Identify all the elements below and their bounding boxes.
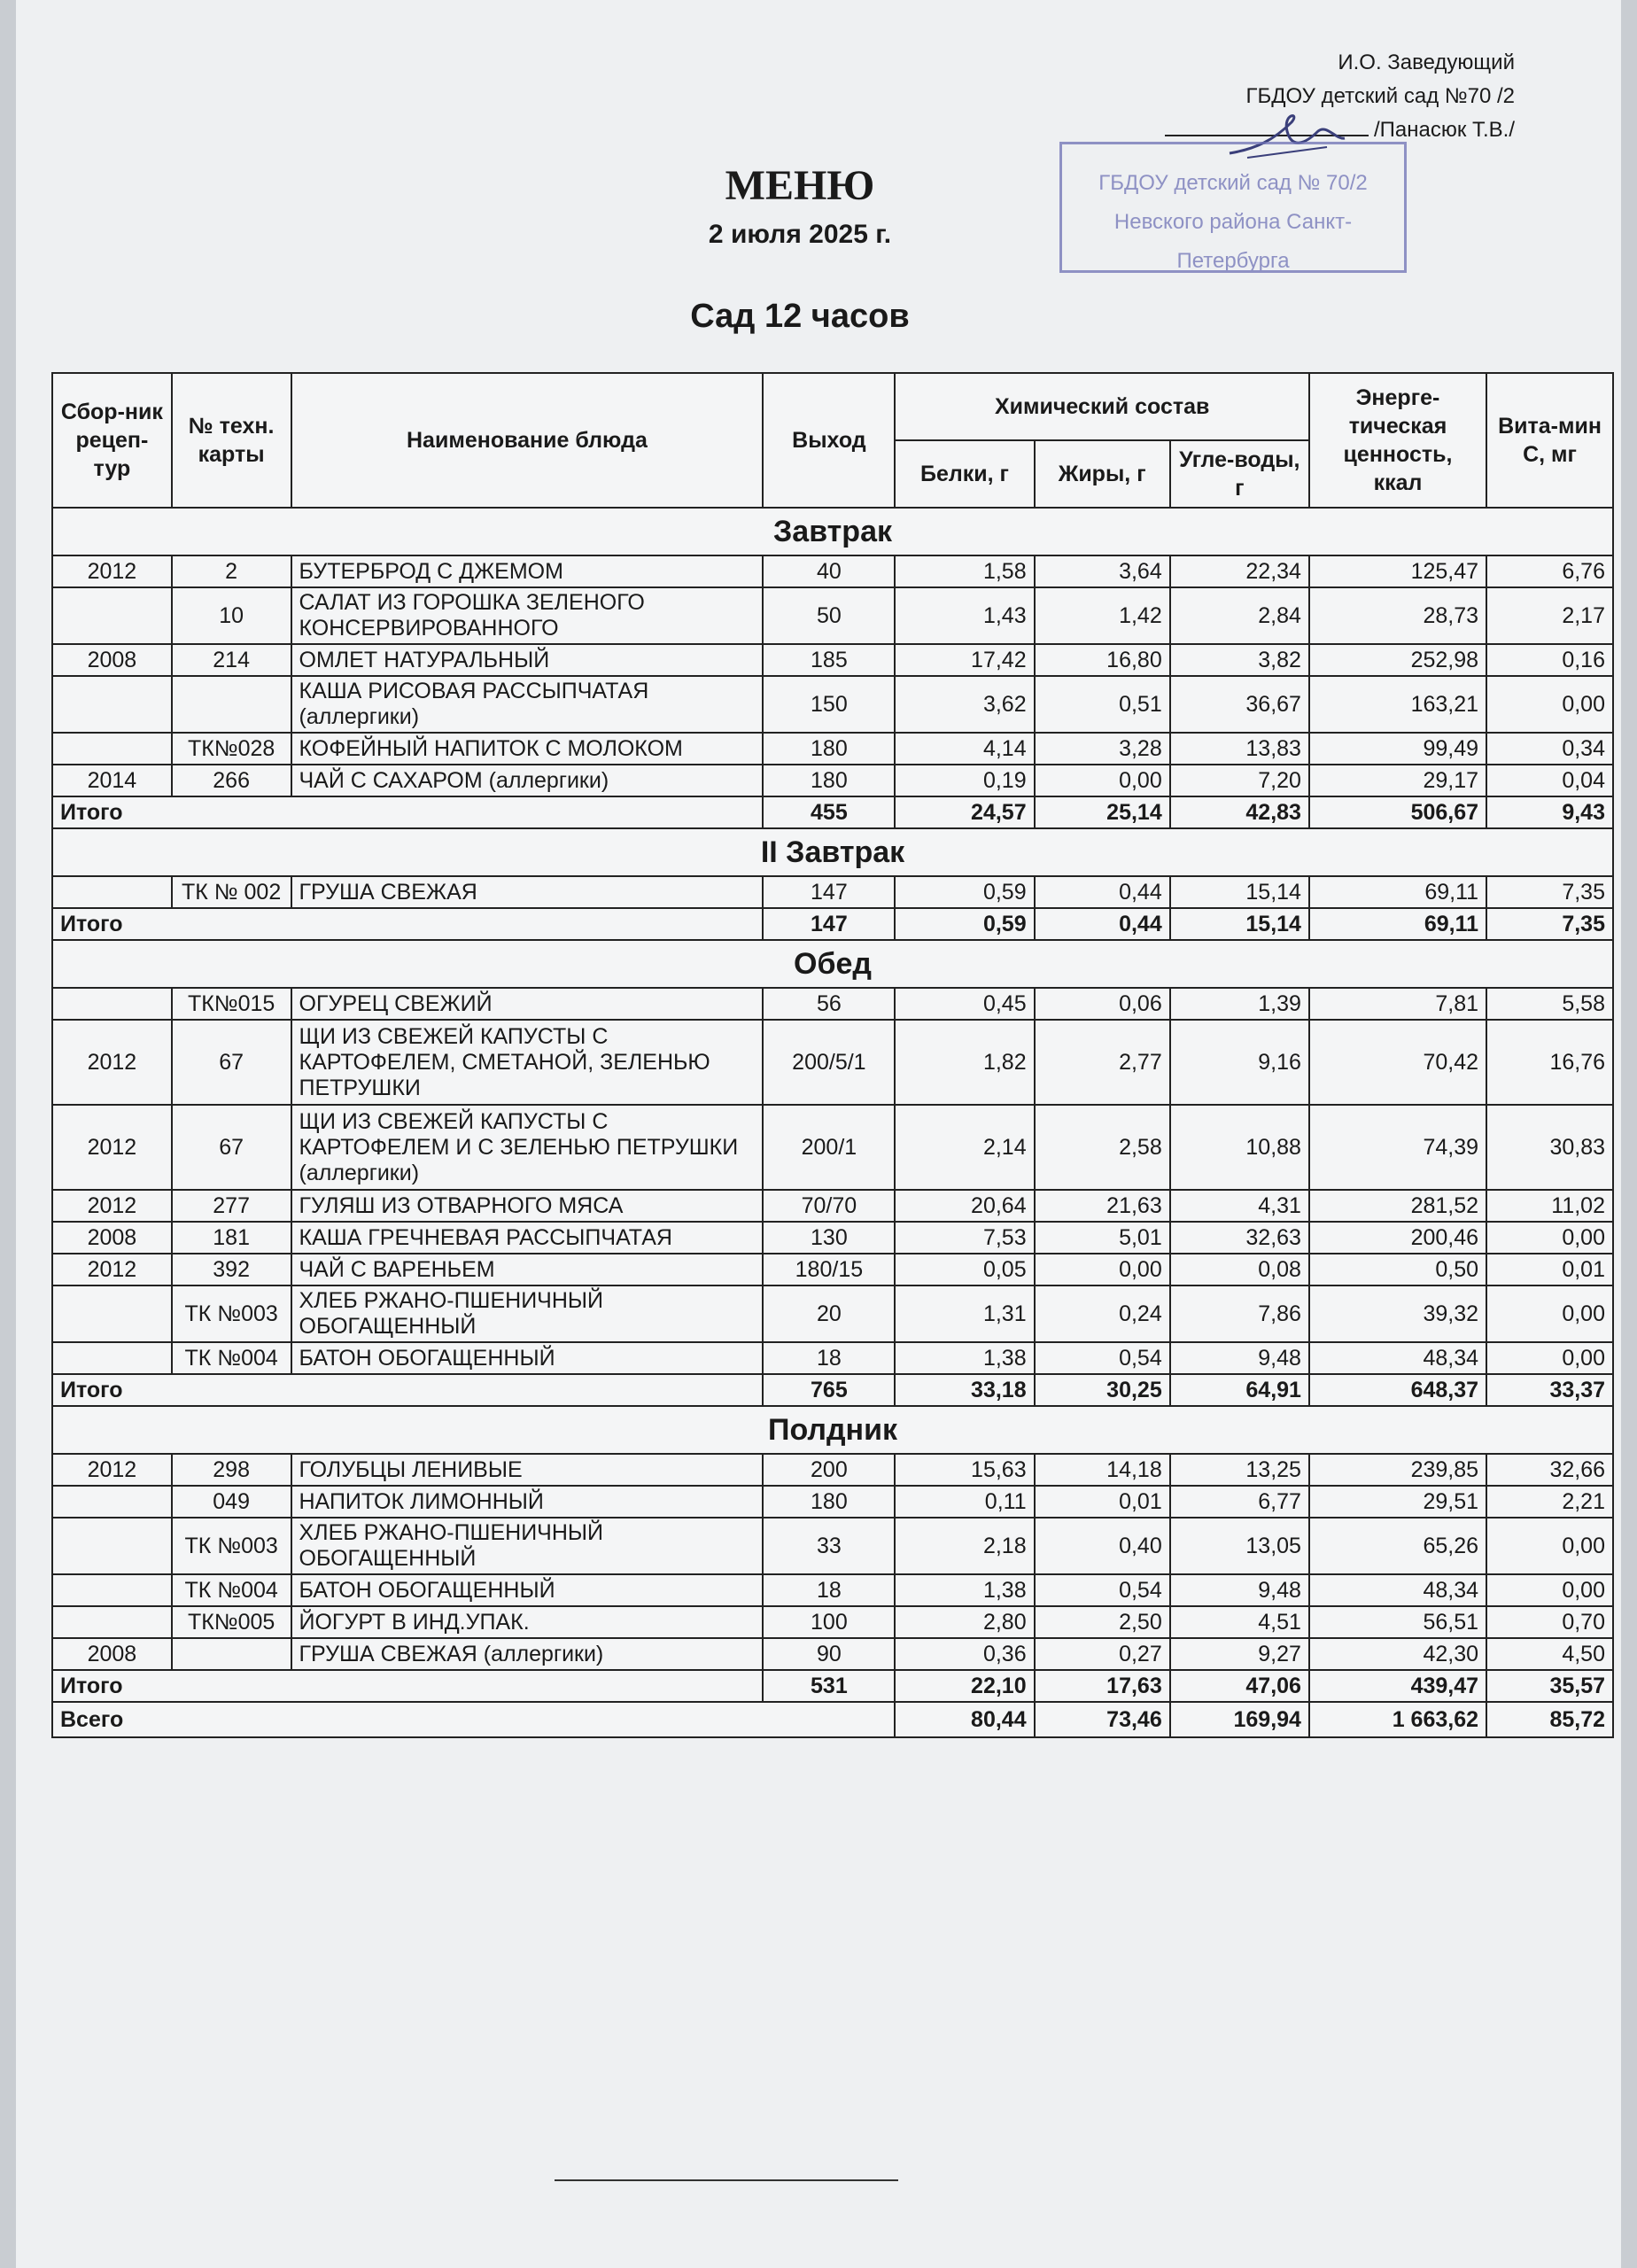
recipe-collection-cell bbox=[52, 1574, 172, 1606]
protein-cell: 0,45 bbox=[895, 988, 1034, 1020]
grand-total-vitamin: 85,72 bbox=[1486, 1702, 1613, 1737]
energy-cell: 56,51 bbox=[1309, 1606, 1486, 1638]
dish-name-cell: САЛАТ ИЗ ГОРОШКА ЗЕЛЕНОГО КОНСЕРВИРОВАННОГО bbox=[291, 587, 764, 644]
carbs-cell: 10,88 bbox=[1170, 1105, 1309, 1190]
section-header-row bbox=[52, 508, 1613, 555]
tech-card-cell: 67 bbox=[172, 1020, 291, 1105]
tech-card-cell: 049 bbox=[172, 1486, 291, 1518]
tech-card-cell: 67 bbox=[172, 1105, 291, 1190]
dish-name-cell: НАПИТОК ЛИМОННЫЙ bbox=[291, 1486, 764, 1518]
energy-cell: 163,21 bbox=[1309, 676, 1486, 733]
energy-cell: 281,52 bbox=[1309, 1190, 1486, 1222]
carbs-cell: 13,83 bbox=[1170, 733, 1309, 765]
recipe-collection-cell: 2014 bbox=[52, 765, 172, 796]
recipe-collection-cell bbox=[52, 676, 172, 733]
recipe-collection-cell: 2012 bbox=[52, 1190, 172, 1222]
section-title: Завтрак bbox=[52, 508, 1613, 555]
fat-cell: 2,77 bbox=[1035, 1020, 1170, 1105]
section-title: Обед bbox=[52, 940, 1613, 988]
dish-name-cell: КОФЕЙНЫЙ НАПИТОК С МОЛОКОМ bbox=[291, 733, 764, 765]
energy-cell: 7,81 bbox=[1309, 988, 1486, 1020]
tech-card-cell: 181 bbox=[172, 1222, 291, 1254]
tech-card-cell: 298 bbox=[172, 1454, 291, 1486]
header-carbs: Угле-воды, г bbox=[1170, 440, 1309, 508]
protein-cell: 7,53 bbox=[895, 1222, 1034, 1254]
fat-cell: 0,54 bbox=[1035, 1574, 1170, 1606]
protein-cell: 20,64 bbox=[895, 1190, 1034, 1222]
header-vitamin: Вита-мин С, мг bbox=[1486, 373, 1613, 508]
dish-name-cell: ОМЛЕТ НАТУРАЛЬНЫЙ bbox=[291, 644, 764, 676]
tech-card-cell: 392 bbox=[172, 1254, 291, 1285]
yield-cell: 147 bbox=[763, 876, 895, 908]
energy-cell: 99,49 bbox=[1309, 733, 1486, 765]
subtotal-yield: 765 bbox=[763, 1374, 895, 1406]
vitamin-cell: 30,83 bbox=[1486, 1105, 1613, 1190]
yield-cell: 185 bbox=[763, 644, 895, 676]
table-row bbox=[52, 1222, 1613, 1254]
carbs-cell: 4,51 bbox=[1170, 1606, 1309, 1638]
carbs-cell: 9,48 bbox=[1170, 1342, 1309, 1374]
dish-name-cell: ХЛЕБ РЖАНО-ПШЕНИЧНЫЙ ОБОГАЩЕННЫЙ bbox=[291, 1285, 764, 1342]
recipe-collection-cell: 2012 bbox=[52, 555, 172, 587]
energy-cell: 69,11 bbox=[1309, 876, 1486, 908]
energy-cell: 48,34 bbox=[1309, 1342, 1486, 1374]
fat-cell: 0,00 bbox=[1035, 765, 1170, 796]
protein-cell: 17,42 bbox=[895, 644, 1034, 676]
dish-name-cell: ОГУРЕЦ СВЕЖИЙ bbox=[291, 988, 764, 1020]
yield-cell: 18 bbox=[763, 1342, 895, 1374]
subtotal-vitamin: 33,37 bbox=[1486, 1374, 1613, 1406]
grand-total-energy: 1 663,62 bbox=[1309, 1702, 1486, 1737]
protein-cell: 1,82 bbox=[895, 1020, 1034, 1105]
menu-date: 2 июля 2025 г. bbox=[708, 220, 892, 249]
subtotal-row bbox=[52, 1374, 1613, 1406]
vitamin-cell: 11,02 bbox=[1486, 1190, 1613, 1222]
fat-cell: 0,00 bbox=[1035, 1254, 1170, 1285]
recipe-collection-cell: 2008 bbox=[52, 1638, 172, 1670]
dish-name-cell: ГУЛЯШ ИЗ ОТВАРНОГО МЯСА bbox=[291, 1190, 764, 1222]
dish-name-cell: КАША ГРЕЧНЕВАЯ РАССЫПЧАТАЯ bbox=[291, 1222, 764, 1254]
vitamin-cell: 0,00 bbox=[1486, 1574, 1613, 1606]
dish-name-cell: БАТОН ОБОГАЩЕННЫЙ bbox=[291, 1574, 764, 1606]
vitamin-cell: 0,04 bbox=[1486, 765, 1613, 796]
protein-cell: 1,58 bbox=[895, 555, 1034, 587]
protein-cell: 0,11 bbox=[895, 1486, 1034, 1518]
table-row bbox=[52, 733, 1613, 765]
yield-cell: 130 bbox=[763, 1222, 895, 1254]
yield-cell: 200/5/1 bbox=[763, 1020, 895, 1105]
fat-cell: 3,28 bbox=[1035, 733, 1170, 765]
menu-table bbox=[51, 372, 1614, 1738]
table-row bbox=[52, 1285, 1613, 1342]
subtotal-energy: 506,67 bbox=[1309, 796, 1486, 828]
table-row bbox=[52, 676, 1613, 733]
recipe-collection-cell bbox=[52, 988, 172, 1020]
yield-cell: 180/15 bbox=[763, 1254, 895, 1285]
recipe-collection-cell bbox=[52, 876, 172, 908]
table-row bbox=[52, 1486, 1613, 1518]
tech-card-cell: ТК №004 bbox=[172, 1342, 291, 1374]
header-fat: Жиры, г bbox=[1035, 440, 1170, 508]
protein-cell: 15,63 bbox=[895, 1454, 1034, 1486]
energy-cell: 239,85 bbox=[1309, 1454, 1486, 1486]
table-row bbox=[52, 1606, 1613, 1638]
section-header-row bbox=[52, 828, 1613, 876]
table-row bbox=[52, 1020, 1613, 1105]
subtotal-protein: 0,59 bbox=[895, 908, 1034, 940]
vitamin-cell: 4,50 bbox=[1486, 1638, 1613, 1670]
fat-cell: 0,24 bbox=[1035, 1285, 1170, 1342]
yield-cell: 150 bbox=[763, 676, 895, 733]
energy-cell: 74,39 bbox=[1309, 1105, 1486, 1190]
tech-card-cell bbox=[172, 1638, 291, 1670]
dish-name-cell: ГРУША СВЕЖАЯ (аллергики) bbox=[291, 1638, 764, 1670]
fat-cell: 2,58 bbox=[1035, 1105, 1170, 1190]
recipe-collection-cell bbox=[52, 1486, 172, 1518]
subtotal-protein: 22,10 bbox=[895, 1670, 1034, 1702]
carbs-cell: 1,39 bbox=[1170, 988, 1309, 1020]
protein-cell: 1,38 bbox=[895, 1574, 1034, 1606]
carbs-cell: 6,77 bbox=[1170, 1486, 1309, 1518]
table-row bbox=[52, 1190, 1613, 1222]
subtotal-yield: 531 bbox=[763, 1670, 895, 1702]
vitamin-cell: 7,35 bbox=[1486, 876, 1613, 908]
vitamin-cell: 6,76 bbox=[1486, 555, 1613, 587]
header-collection: Сбор-ник рецеп-тур bbox=[52, 373, 172, 508]
carbs-cell: 22,34 bbox=[1170, 555, 1309, 587]
dish-name-cell: ЧАЙ С ВАРЕНЬЕМ bbox=[291, 1254, 764, 1285]
carbs-cell: 9,27 bbox=[1170, 1638, 1309, 1670]
subtotal-fat: 25,14 bbox=[1035, 796, 1170, 828]
tech-card-cell: ТК№028 bbox=[172, 733, 291, 765]
header-yield: Выход bbox=[763, 373, 895, 508]
header-protein: Белки, г bbox=[895, 440, 1034, 508]
yield-cell: 33 bbox=[763, 1518, 895, 1574]
fat-cell: 0,06 bbox=[1035, 988, 1170, 1020]
recipe-collection-cell: 2012 bbox=[52, 1454, 172, 1486]
recipe-collection-cell: 2012 bbox=[52, 1105, 172, 1190]
vitamin-cell: 0,00 bbox=[1486, 1342, 1613, 1374]
document-page bbox=[16, 0, 1621, 2268]
carbs-cell: 9,16 bbox=[1170, 1020, 1309, 1105]
vitamin-cell: 0,00 bbox=[1486, 1518, 1613, 1574]
subtotal-energy: 69,11 bbox=[1309, 908, 1486, 940]
table-row bbox=[52, 876, 1613, 908]
subtotal-label: Итого bbox=[52, 908, 763, 940]
vitamin-cell: 0,01 bbox=[1486, 1254, 1613, 1285]
protein-cell: 2,18 bbox=[895, 1518, 1034, 1574]
table-row bbox=[52, 555, 1613, 587]
tech-card-cell: ТК №004 bbox=[172, 1574, 291, 1606]
carbs-cell: 36,67 bbox=[1170, 676, 1309, 733]
table-row bbox=[52, 1574, 1613, 1606]
recipe-collection-cell bbox=[52, 1606, 172, 1638]
dish-name-cell: ЙОГУРТ В ИНД.УПАК. bbox=[291, 1606, 764, 1638]
section-title: Полдник bbox=[52, 1406, 1613, 1454]
tech-card-cell: ТК№015 bbox=[172, 988, 291, 1020]
subtotal-yield: 455 bbox=[763, 796, 895, 828]
recipe-collection-cell bbox=[52, 1342, 172, 1374]
section-header-row bbox=[52, 940, 1613, 988]
energy-cell: 42,30 bbox=[1309, 1638, 1486, 1670]
recipe-collection-cell: 2012 bbox=[52, 1254, 172, 1285]
vitamin-cell: 0,00 bbox=[1486, 1285, 1613, 1342]
table-row bbox=[52, 1254, 1613, 1285]
fat-cell: 16,80 bbox=[1035, 644, 1170, 676]
table-row bbox=[52, 1105, 1613, 1190]
carbs-cell: 7,86 bbox=[1170, 1285, 1309, 1342]
carbs-cell: 3,82 bbox=[1170, 644, 1309, 676]
yield-cell: 200/1 bbox=[763, 1105, 895, 1190]
subtotal-energy: 648,37 bbox=[1309, 1374, 1486, 1406]
tech-card-cell bbox=[172, 676, 291, 733]
yield-cell: 180 bbox=[763, 1486, 895, 1518]
subtotal-vitamin: 7,35 bbox=[1486, 908, 1613, 940]
vitamin-cell: 32,66 bbox=[1486, 1454, 1613, 1486]
vitamin-cell: 5,58 bbox=[1486, 988, 1613, 1020]
header-chem: Химический состав bbox=[895, 373, 1309, 440]
vitamin-cell: 0,70 bbox=[1486, 1606, 1613, 1638]
tech-card-cell: ТК № 002 bbox=[172, 876, 291, 908]
protein-cell: 0,05 bbox=[895, 1254, 1034, 1285]
tech-card-cell: 214 bbox=[172, 644, 291, 676]
carbs-cell: 13,05 bbox=[1170, 1518, 1309, 1574]
yield-cell: 40 bbox=[763, 555, 895, 587]
yield-cell: 56 bbox=[763, 988, 895, 1020]
grand-total-protein: 80,44 bbox=[895, 1702, 1034, 1737]
energy-cell: 200,46 bbox=[1309, 1222, 1486, 1254]
table-row bbox=[52, 1342, 1613, 1374]
stamp-line-2: Невского района Санкт-Петербурга bbox=[1113, 210, 1353, 273]
subtotal-yield: 147 bbox=[763, 908, 895, 940]
yield-cell: 180 bbox=[763, 765, 895, 796]
energy-cell: 65,26 bbox=[1309, 1518, 1486, 1574]
dish-name-cell: БАТОН ОБОГАЩЕННЫЙ bbox=[291, 1342, 764, 1374]
subtotal-protein: 33,18 bbox=[895, 1374, 1034, 1406]
fat-cell: 14,18 bbox=[1035, 1454, 1170, 1486]
table-row bbox=[52, 587, 1613, 644]
subtotal-label: Итого bbox=[52, 796, 763, 828]
subtotal-vitamin: 35,57 bbox=[1486, 1670, 1613, 1702]
header-energy: Энерге-тическая ценность, ккал bbox=[1309, 373, 1486, 508]
fat-cell: 0,40 bbox=[1035, 1518, 1170, 1574]
protein-cell: 1,43 bbox=[895, 587, 1034, 644]
carbs-cell: 9,48 bbox=[1170, 1574, 1309, 1606]
dish-name-cell: ЩИ ИЗ СВЕЖЕЙ КАПУСТЫ С КАРТОФЕЛЕМ И С ЗЕЛЕНЬЮ ПЕТРУШКИ (аллергики) bbox=[291, 1105, 764, 1190]
carbs-cell: 13,25 bbox=[1170, 1454, 1309, 1486]
recipe-collection-cell bbox=[52, 1285, 172, 1342]
dish-name-cell: ЧАЙ С САХАРОМ (аллергики) bbox=[291, 765, 764, 796]
energy-cell: 28,73 bbox=[1309, 587, 1486, 644]
subtotal-carbs: 42,83 bbox=[1170, 796, 1309, 828]
tech-card-cell: 266 bbox=[172, 765, 291, 796]
energy-cell: 29,17 bbox=[1309, 765, 1486, 796]
dish-name-cell: ГОЛУБЦЫ ЛЕНИВЫЕ bbox=[291, 1454, 764, 1486]
energy-cell: 0,50 bbox=[1309, 1254, 1486, 1285]
table-row bbox=[52, 1638, 1613, 1670]
vitamin-cell: 0,34 bbox=[1486, 733, 1613, 765]
fat-cell: 5,01 bbox=[1035, 1222, 1170, 1254]
protein-cell: 0,59 bbox=[895, 876, 1034, 908]
vitamin-cell: 0,00 bbox=[1486, 676, 1613, 733]
subtotal-row bbox=[52, 1670, 1613, 1702]
grand-total-fat: 73,46 bbox=[1035, 1702, 1170, 1737]
energy-cell: 125,47 bbox=[1309, 555, 1486, 587]
table-row bbox=[52, 765, 1613, 796]
yield-cell: 18 bbox=[763, 1574, 895, 1606]
yield-cell: 100 bbox=[763, 1606, 895, 1638]
recipe-collection-cell bbox=[52, 733, 172, 765]
grand-total-label: Всего bbox=[52, 1702, 895, 1737]
protein-cell: 1,31 bbox=[895, 1285, 1034, 1342]
subtotal-protein: 24,57 bbox=[895, 796, 1034, 828]
energy-cell: 29,51 bbox=[1309, 1486, 1486, 1518]
carbs-cell: 15,14 bbox=[1170, 876, 1309, 908]
stamp-line-1: ГБДОУ детский сад № 70/2 bbox=[1098, 171, 1368, 195]
dish-name-cell: ГРУША СВЕЖАЯ bbox=[291, 876, 764, 908]
subtotal-energy: 439,47 bbox=[1309, 1670, 1486, 1702]
fat-cell: 2,50 bbox=[1035, 1606, 1170, 1638]
approval-organization: ГБДОУ детский сад №70 /2 bbox=[1245, 84, 1515, 108]
energy-cell: 39,32 bbox=[1309, 1285, 1486, 1342]
tech-card-cell: ТК №003 bbox=[172, 1285, 291, 1342]
table-row bbox=[52, 644, 1613, 676]
subtotal-fat: 30,25 bbox=[1035, 1374, 1170, 1406]
page-title: МЕНЮ bbox=[725, 162, 875, 209]
tech-card-cell: 10 bbox=[172, 587, 291, 644]
yield-cell: 20 bbox=[763, 1285, 895, 1342]
protein-cell: 2,14 bbox=[895, 1105, 1034, 1190]
protein-cell: 2,80 bbox=[895, 1606, 1034, 1638]
subtotal-row bbox=[52, 796, 1613, 828]
grand-total-carbs: 169,94 bbox=[1170, 1702, 1309, 1737]
subtotal-carbs: 15,14 bbox=[1170, 908, 1309, 940]
carbs-cell: 2,84 bbox=[1170, 587, 1309, 644]
vitamin-cell: 16,76 bbox=[1486, 1020, 1613, 1105]
tech-card-cell: 277 bbox=[172, 1190, 291, 1222]
protein-cell: 1,38 bbox=[895, 1342, 1034, 1374]
carbs-cell: 0,08 bbox=[1170, 1254, 1309, 1285]
fat-cell: 21,63 bbox=[1035, 1190, 1170, 1222]
table-row bbox=[52, 1454, 1613, 1486]
subtotal-carbs: 47,06 bbox=[1170, 1670, 1309, 1702]
header-tech-card: № техн. карты bbox=[172, 373, 291, 508]
approval-name: /Панасюк Т.В./ bbox=[1373, 118, 1515, 142]
subtotal-vitamin: 9,43 bbox=[1486, 796, 1613, 828]
fat-cell: 3,64 bbox=[1035, 555, 1170, 587]
fat-cell: 1,42 bbox=[1035, 587, 1170, 644]
carbs-cell: 4,31 bbox=[1170, 1190, 1309, 1222]
protein-cell: 0,19 bbox=[895, 765, 1034, 796]
vitamin-cell: 2,17 bbox=[1486, 587, 1613, 644]
approval-position: И.О. Заведующий bbox=[1338, 50, 1515, 74]
energy-cell: 48,34 bbox=[1309, 1574, 1486, 1606]
yield-cell: 180 bbox=[763, 733, 895, 765]
recipe-collection-cell: 2012 bbox=[52, 1020, 172, 1105]
dish-name-cell: ЩИ ИЗ СВЕЖЕЙ КАПУСТЫ С КАРТОФЕЛЕМ, СМЕТАНОЙ, ЗЕЛЕНЬЮ ПЕТРУШКИ bbox=[291, 1020, 764, 1105]
section-title: II Завтрак bbox=[52, 828, 1613, 876]
tech-card-cell: ТК №003 bbox=[172, 1518, 291, 1574]
subtotal-label: Итого bbox=[52, 1374, 763, 1406]
menu-body bbox=[52, 508, 1613, 1737]
yield-cell: 200 bbox=[763, 1454, 895, 1486]
protein-cell: 4,14 bbox=[895, 733, 1034, 765]
shift-title: Сад 12 часов bbox=[690, 298, 910, 335]
vitamin-cell: 0,00 bbox=[1486, 1222, 1613, 1254]
subtotal-fat: 0,44 bbox=[1035, 908, 1170, 940]
carbs-cell: 32,63 bbox=[1170, 1222, 1309, 1254]
dish-name-cell: КАША РИСОВАЯ РАССЫПЧАТАЯ (аллергики) bbox=[291, 676, 764, 733]
dish-name-cell: БУТЕРБРОД С ДЖЕМОМ bbox=[291, 555, 764, 587]
protein-cell: 0,36 bbox=[895, 1638, 1034, 1670]
grand-total-row bbox=[52, 1702, 1613, 1737]
subtotal-carbs: 64,91 bbox=[1170, 1374, 1309, 1406]
fat-cell: 0,01 bbox=[1035, 1486, 1170, 1518]
yield-cell: 50 bbox=[763, 587, 895, 644]
table-row bbox=[52, 988, 1613, 1020]
subtotal-row bbox=[52, 908, 1613, 940]
yield-cell: 70/70 bbox=[763, 1190, 895, 1222]
section-header-row bbox=[52, 1406, 1613, 1454]
energy-cell: 252,98 bbox=[1309, 644, 1486, 676]
tech-card-cell: 2 bbox=[172, 555, 291, 587]
recipe-collection-cell bbox=[52, 587, 172, 644]
recipe-collection-cell: 2008 bbox=[52, 644, 172, 676]
fat-cell: 0,44 bbox=[1035, 876, 1170, 908]
fat-cell: 0,27 bbox=[1035, 1638, 1170, 1670]
vitamin-cell: 0,16 bbox=[1486, 644, 1613, 676]
vitamin-cell: 2,21 bbox=[1486, 1486, 1613, 1518]
recipe-collection-cell: 2008 bbox=[52, 1222, 172, 1254]
header-row-1 bbox=[52, 373, 1613, 440]
fat-cell: 0,51 bbox=[1035, 676, 1170, 733]
yield-cell: 90 bbox=[763, 1638, 895, 1670]
subtotal-fat: 17,63 bbox=[1035, 1670, 1170, 1702]
recipe-collection-cell bbox=[52, 1518, 172, 1574]
header-dish: Наименование блюда bbox=[291, 373, 764, 508]
subtotal-label: Итого bbox=[52, 1670, 763, 1702]
fat-cell: 0,54 bbox=[1035, 1342, 1170, 1374]
protein-cell: 3,62 bbox=[895, 676, 1034, 733]
tech-card-cell: ТК№005 bbox=[172, 1606, 291, 1638]
energy-cell: 70,42 bbox=[1309, 1020, 1486, 1105]
bottom-rule bbox=[555, 2179, 898, 2181]
table-row bbox=[52, 1518, 1613, 1574]
dish-name-cell: ХЛЕБ РЖАНО-ПШЕНИЧНЫЙ ОБОГАЩЕННЫЙ bbox=[291, 1518, 764, 1574]
carbs-cell: 7,20 bbox=[1170, 765, 1309, 796]
